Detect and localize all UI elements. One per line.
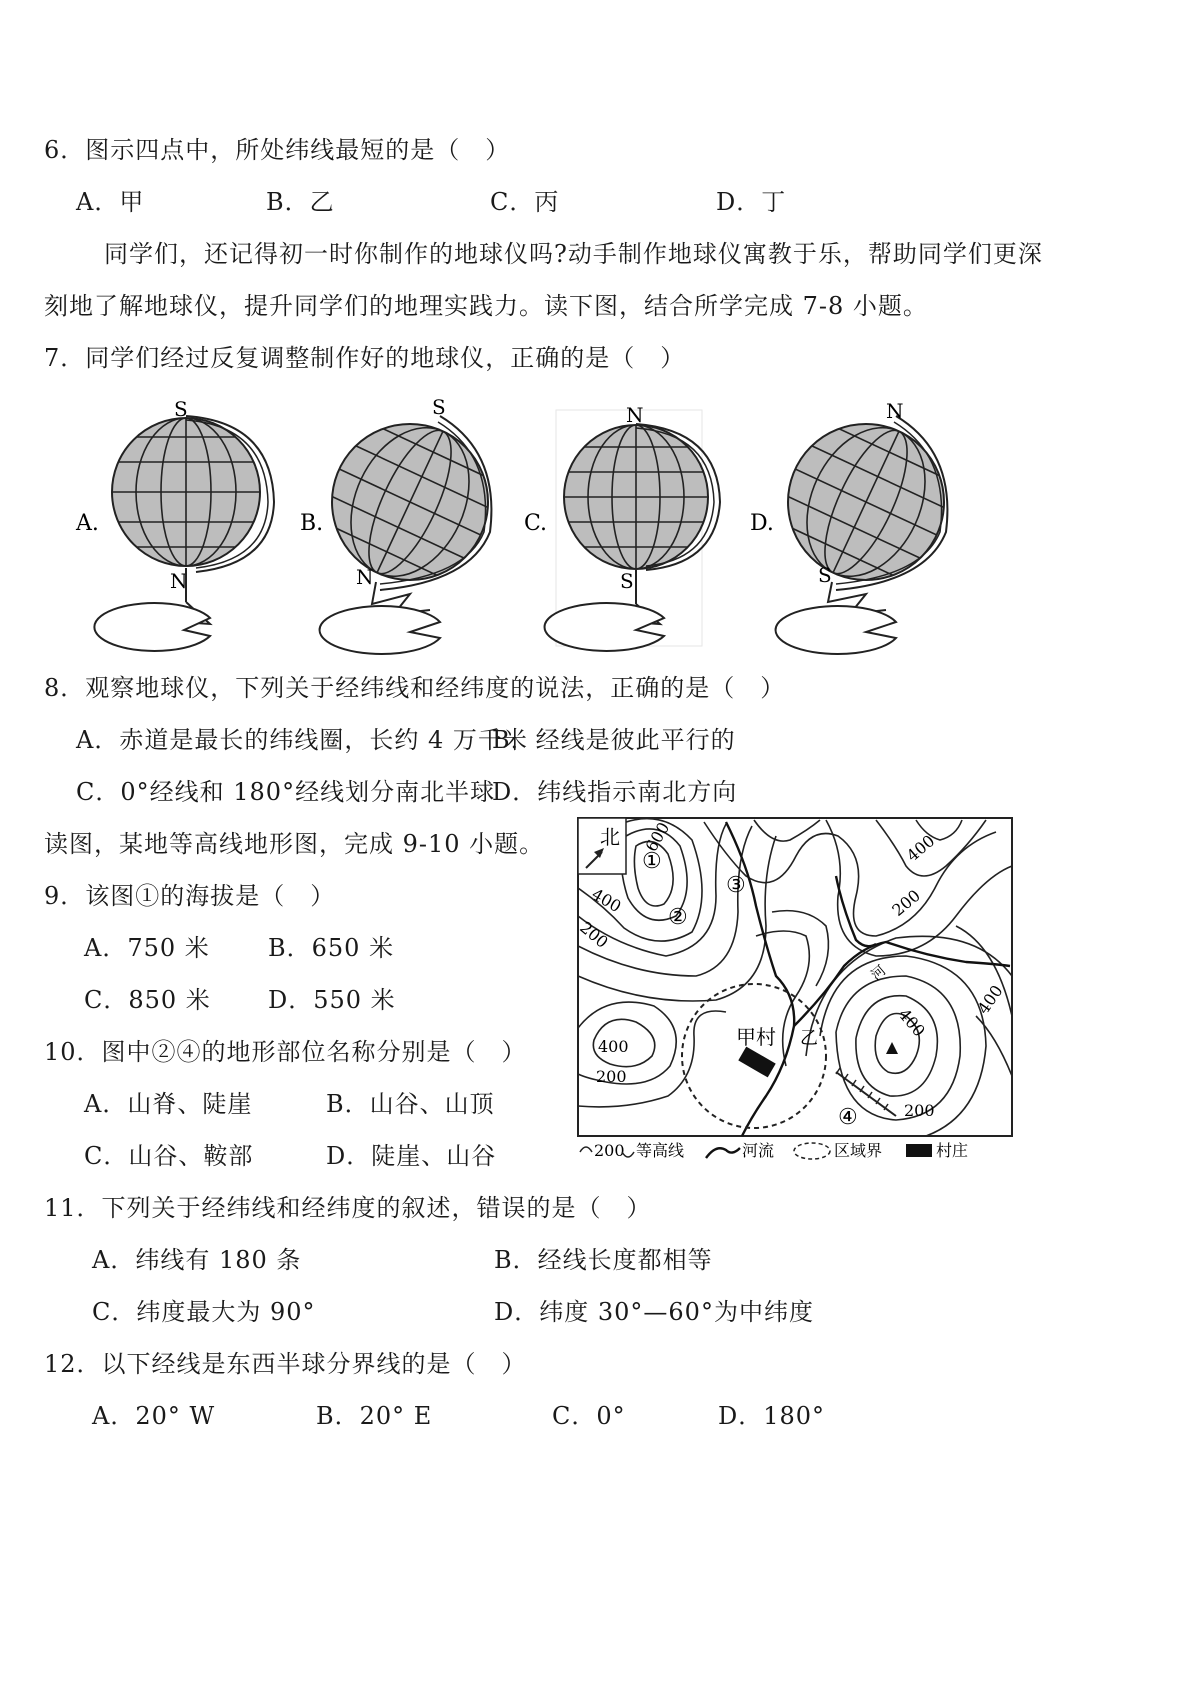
- globe-c: [524, 403, 720, 651]
- globe-a-letter: A.: [76, 511, 99, 536]
- q10-option-b: B．山谷、山顶: [326, 1090, 495, 1118]
- q6-option-b: B．乙: [266, 188, 335, 216]
- q10-option-c: C．山谷、鞍部: [84, 1142, 254, 1170]
- globe-c-top-pole: N: [626, 403, 644, 427]
- globe-d-top-pole: N: [886, 399, 904, 423]
- q11-stem: 11．下列关于经纬线和经纬度的叙述，错误的是（ ）: [44, 1194, 652, 1222]
- intro-7-8-line2: 刻地了解地球仪，提升同学们的地理实践力。读下图，结合所学完成 7-8 小题。: [44, 292, 928, 320]
- river-label: 河: [868, 962, 890, 984]
- point-1-label: ①: [642, 849, 662, 874]
- q11-option-b: B．经线长度都相等: [494, 1246, 713, 1274]
- village-label: 甲村: [736, 1025, 776, 1049]
- globe-c-bottom-pole: S: [620, 569, 634, 593]
- q11-option-c: C．纬度最大为 90°: [92, 1298, 316, 1326]
- legend-river: 河流: [742, 1141, 775, 1160]
- point-3-label: ③: [726, 873, 746, 898]
- q12-stem: 12．以下经线是东西半球分界线的是（ ）: [44, 1350, 527, 1378]
- q11-option-a: A．纬线有 180 条: [92, 1246, 302, 1274]
- q11-option-d: D．纬度 30°—60°为中纬度: [494, 1298, 814, 1326]
- q8-option-a: A．赤道是最长的纬线圈，长约 4 万千米: [76, 726, 528, 754]
- globe-a: [75, 397, 274, 651]
- globes-figure: [0, 392, 1200, 682]
- globe-d: [749, 392, 984, 654]
- contour-label-400-nw: 400: [588, 884, 625, 917]
- north-label: 北: [600, 825, 620, 849]
- q10-option-a: A．山脊、陡崖: [84, 1090, 253, 1118]
- q10-option-d: D．陡崖、山谷: [326, 1142, 497, 1170]
- q6-option-c: C．丙: [490, 188, 560, 216]
- contour-label-200-se: 200: [904, 1101, 935, 1120]
- q8-option-b: B．经线是彼此平行的: [492, 726, 736, 754]
- intro-7-8-line1: 同学们，还记得初一时你制作的地球仪吗?动手制作地球仪寓教于乐，帮助同学们更深: [104, 240, 1043, 268]
- legend-contour-value: 200: [594, 1141, 625, 1160]
- contour-label-200-w: 200: [576, 917, 612, 952]
- contour-label-400-e: 400: [973, 981, 1007, 1018]
- globe-a-bottom-pole: N: [170, 569, 188, 593]
- q8-stem: 8．观察地球仪，下列关于经纬线和经纬度的说法，正确的是（ ）: [44, 674, 786, 702]
- q9-stem: 9．该图①的海拔是（ ）: [44, 882, 336, 910]
- globe-b-bottom-pole: N: [356, 565, 374, 589]
- globe-a-top-pole: S: [174, 397, 188, 421]
- legend-region: 区域界: [834, 1141, 883, 1160]
- globe-b-top-pole: S: [432, 395, 446, 419]
- q7-stem: 7．同学们经过反复调整制作好的地球仪，正确的是（ ）: [44, 344, 686, 372]
- contour-label-200-sw: 200: [596, 1067, 627, 1086]
- legend-contour: 等高线: [636, 1141, 685, 1160]
- q9-option-a: A．750 米: [84, 934, 210, 962]
- q10-stem: 10．图中②④的地形部位名称分别是（ ）: [44, 1038, 527, 1066]
- point-4-label: ④: [838, 1105, 858, 1130]
- globe-b-letter: B.: [300, 511, 324, 536]
- contour-label-400-sw: 400: [598, 1037, 629, 1056]
- q12-option-d: D．180°: [718, 1402, 826, 1430]
- q9-option-d: D．550 米: [268, 986, 396, 1014]
- intro-9-10: 读图，某地等高线地形图，完成 9-10 小题。: [44, 830, 545, 858]
- q9-option-b: B．650 米: [268, 934, 395, 962]
- globe-c-letter: C.: [524, 511, 548, 536]
- q8-option-c: C．0°经线和 180°经线划分南北半球: [76, 778, 496, 806]
- globe-b: [293, 392, 528, 654]
- globe-d-bottom-pole: S: [818, 563, 832, 587]
- globe-d-letter: D.: [750, 511, 774, 536]
- contour-label-200-ne: 200: [888, 885, 924, 920]
- contour-label-400-ne: 400: [902, 831, 939, 866]
- q6-stem: 6．图示四点中，所处纬线最短的是（ ）: [44, 136, 511, 164]
- q12-option-a: A．20° W: [92, 1402, 216, 1430]
- q8-option-d: D．纬线指示南北方向: [492, 778, 738, 806]
- q12-option-c: C．0°: [552, 1402, 626, 1430]
- q6-option-a: A．甲: [76, 188, 145, 216]
- contour-label-400-se: 400: [894, 1004, 929, 1041]
- legend-village: 村庄: [936, 1141, 969, 1160]
- map-legend: [580, 1141, 968, 1160]
- q9-option-c: C．850 米: [84, 986, 211, 1014]
- contour-label-600: 600: [641, 818, 674, 855]
- q6-option-d: D．丁: [716, 188, 787, 216]
- point-2-label: ②: [668, 905, 688, 930]
- contour-map: [576, 816, 1016, 1166]
- q12-option-b: B．20° E: [316, 1402, 433, 1430]
- point-yi-label: 乙: [800, 1028, 818, 1049]
